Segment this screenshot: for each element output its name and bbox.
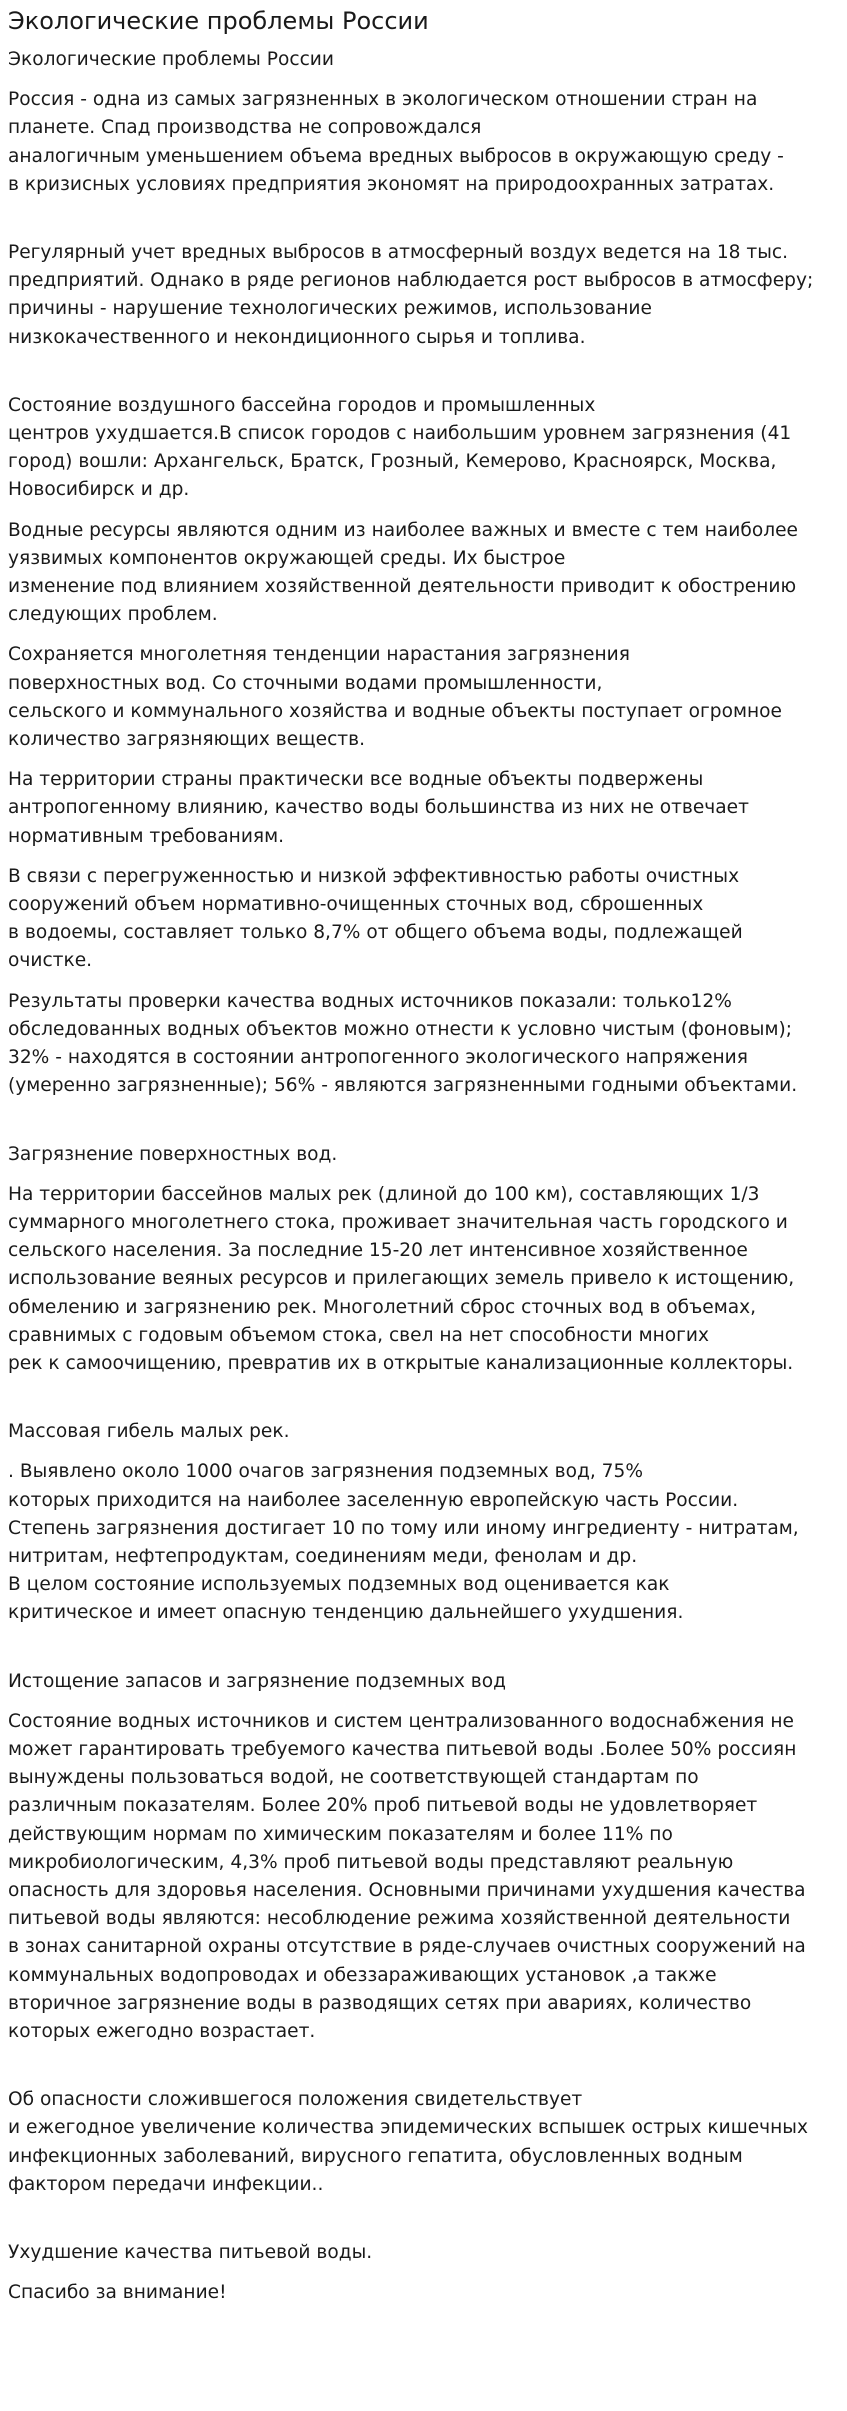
heading-small-rivers-death: Массовая гибель малых рек. — [8, 1421, 290, 1443]
closing-thanks: Спасибо за внимание! — [8, 2282, 227, 2304]
paragraph-small-rivers: На территории бассейнов малых рек (длиной до 100 км), составляющих 1/3 суммарного многолетнего стока, проживает значительная часть городского и сельского населения. За последние 15-20 лет интенсивное хозяйственное использование веяных ресурсов и прилегающих земель привело к истощению, обмелению и загрязнению рек. Многолетний сброс сточных вод в объемах, сравнимых с годовым объемом стока, свел на нет способности многих рек к самоочищению, превратив их в открытые канализационные коллекторы. — [8, 1183, 795, 1374]
page-title: Экологические проблемы России — [8, 7, 429, 35]
paragraph-epidemic-danger: Об опасности сложившегося положения свидетельствует и ежегодное увеличение количества эпидемических вспышек острых кишечных инфекционных заболеваний, вирусного гепатита, обусловленных водным фактором передачи инфекции.. — [8, 2089, 808, 2195]
paragraph-air-emissions: Регулярный учет вредных выбросов в атмосферный воздух ведется на 18 тыс. предприятий. Однако в ряде регионов наблюдается рост выбросов в атмосферу; причины - нарушение технологических режимов, использование низкокачественного и некондиционного сырья и топлива. — [8, 242, 814, 348]
subtitle: Экологические проблемы России — [8, 49, 334, 70]
paragraph-intro: Россия - одна из самых загрязненных в экологическом отношении стран на планете. Спад производства не сопровождался аналогичным уменьшением объема вредных выбросов в окружающую среду - в кризисных условиях предприятия экономят на природоохранных затратах. — [8, 89, 784, 195]
paragraph-anthropogenic-impact: На территории страны практически все водные объекты подвержены антропогенному влиянию, качество воды большинства из них не отвечает нормативным требованиям. — [8, 769, 749, 847]
paragraph-groundwater: . Выявлено около 1000 очагов загрязнения подземных вод, 75% которых приходится на наиболее заселенную европейскую часть России. Степень загрязнения достигает 10 по тому или иному ингредиенту - нитратам, нитритам, нефтепродуктам, соединениям меди, фенолам и др. В целом состояние используемых подземных вод оценивается как критическое и имеет опасную тенденцию дальнейшего ухудшения. — [8, 1461, 799, 1624]
paragraph-drinking-water: Состояние водных источников и систем централизованного водоснабжения не может гарантировать требуемого качества питьевой воды .Более 50% россиян вынуждены пользоваться водой, не соответствующей стандартам по различным показателям. Более 20% проб питьевой воды не удовлетворяет действующим нормам по химическим показателям и более 11% по микробиологическим, 4,3% проб питьевой воды представляют реальную опасность для здоровья населения. Основными причинами ухудшения качества питьевой воды являются: несоблюдение режима хозяйственной деятельности в зонах санитарной охраны отсутствие в ряде-случаев очистных сооружений на коммунальных водопроводах и обеззараживающих установок ,а также вторичное загрязнение воды в разводящих сетях при авариях, количество которых ежегодно возрастает. — [8, 1710, 806, 2042]
heading-groundwater-depletion: Истощение запасов и загрязнение подземных вод — [8, 1670, 506, 1692]
paragraph-air-basin: Состояние воздушного бассейна городов и промышленных центров ухудшается.В список городов с наибольшим уровнем загрязнения (41 город) вошли: Архангельск, Братск, Грозный, Кемерово, Красноярск, Москва, Новосибирск и др. — [8, 394, 792, 501]
heading-drinking-water-quality: Ухудшение качества питьевой воды. — [8, 2242, 373, 2263]
paragraph-surface-pollution-trend: Сохраняется многолетняя тенденции нарастания загрязнения поверхностных вод. Со сточными водами промышленности, сельского и коммунального хозяйства и водные объекты поступает огромное количество загрязняющих веществ. — [8, 644, 782, 751]
paragraph-water-resources: Водные ресурсы являются одним из наиболее важных и вместе с тем наиболее уязвимых компонентов окружающей среды. Их быстрое изменение под влиянием хозяйственной деятельности приводит к обострению следующих проблем. — [8, 519, 798, 626]
paragraph-inspection-results: Результаты проверки качества водных источников показали: только12% обследованных водных объектов можно отнести к условно чистым (фоновым); 32% - находятся в состоянии антропогенного экологического напряжения (умеренно загрязненные); 56% - являются загрязненными годными объектами. — [8, 990, 798, 1097]
heading-surface-water: Загрязнение поверхностных вод. — [8, 1143, 338, 1165]
paragraph-treatment-facilities: В связи с перегруженностью и низкой эффективностью работы очистных сооружений объем нормативно-очищенных сточных вод, сброшенных в водоемы, составляет только 8,7% от общего объема воды, подлежащей очистке. — [8, 865, 743, 972]
